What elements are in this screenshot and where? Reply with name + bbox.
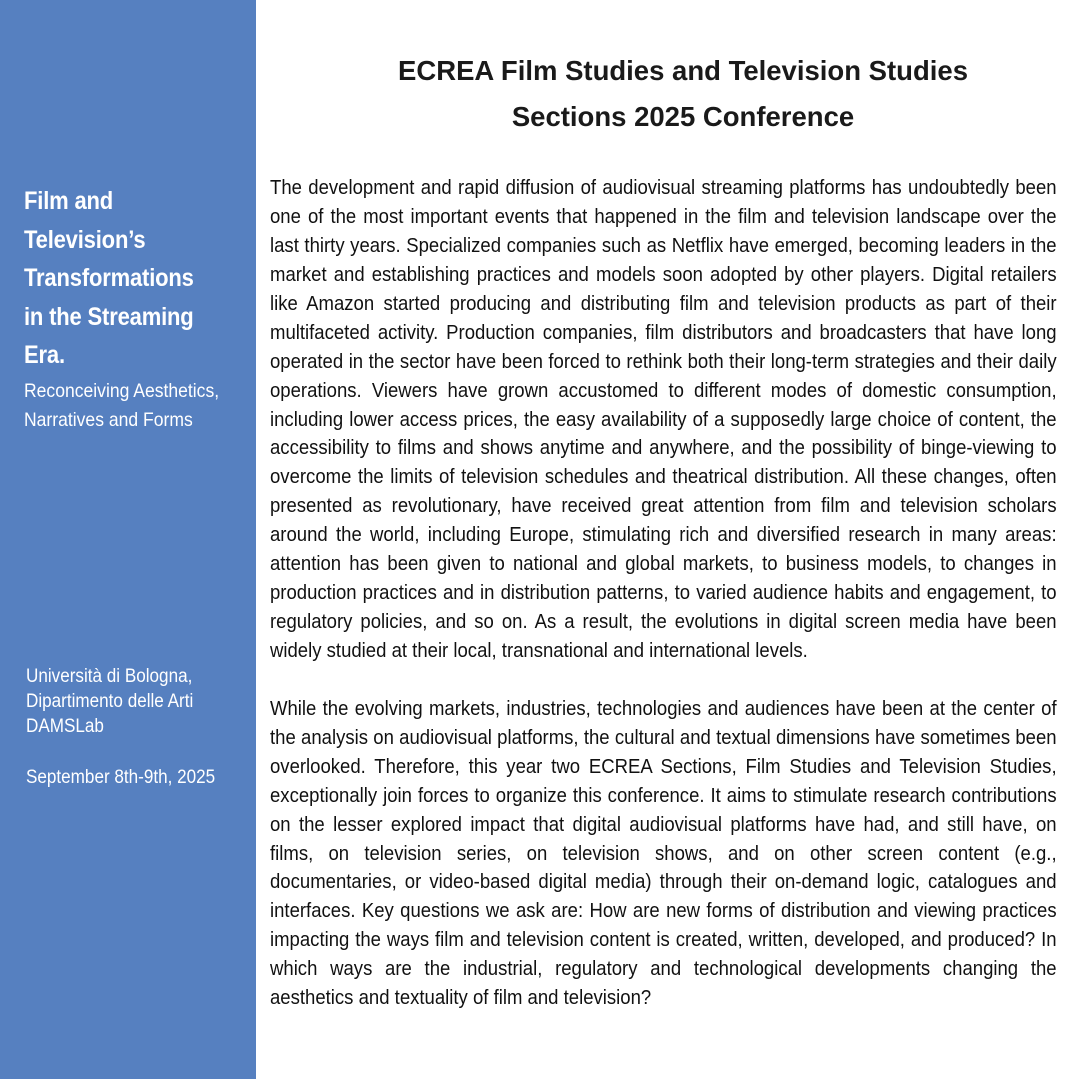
page-heading-line: Sections 2025 Conference xyxy=(511,101,855,132)
conference-title-line: Television’s xyxy=(24,225,146,254)
page-heading-line: ECREA Film Studies and Television Studies xyxy=(398,55,968,86)
venue-line: DAMSLab xyxy=(26,716,104,737)
conference-title xyxy=(24,182,221,375)
conference-subtitle-line: Reconceiving Aesthetics, xyxy=(24,380,220,402)
conference-subtitle-line: Narratives and Forms xyxy=(24,409,193,431)
venue-line: Dipartimento delle Arti xyxy=(26,691,194,712)
conference-title-line: Era. xyxy=(24,341,65,369)
conference-title-line: in the Streaming xyxy=(24,302,194,331)
page-heading xyxy=(290,48,1076,140)
conference-subtitle xyxy=(24,377,233,435)
conference-dates: September 8th-9th, 2025 xyxy=(26,767,216,788)
sidebar-panel xyxy=(0,0,256,1079)
venue-block xyxy=(26,664,193,739)
body-text xyxy=(270,174,1057,1013)
conference-title-line: Film and xyxy=(24,187,114,215)
body-paragraph: While the evolving markets, industries, technologies and audiences have been at the center of the analysis on audiovisual platforms, the cultural and textual dimensions have sometimes been overlooked. Therefore, this year two ECREA Sections, Film Studies and Television Studies, exceptionally join forces to organize this conference. It aims to stimulate research contributions on the lesser explored impact that digital audiovisual platforms have had, and still have, on films, on television series, on television shows, and on other screen content (e.g., documentaries, or video-based digital media) through their on-demand logic, catalogues and interfaces. Key questions we ask are: How are new forms of distribution and viewing practices impacting the ways film and television content is created, written, developed, and produced? In which ways are the industrial, regulatory and technological developments changing the aesthetics and textuality of film and television? xyxy=(270,696,1057,1010)
conference-title-line: Transformations xyxy=(24,264,194,292)
venue-line: Università di Bologna, xyxy=(26,666,193,687)
body-paragraph: The development and rapid diffusion of audiovisual streaming platforms has undoubtedly been one of the most important events that happened in the film and television landscape over the last thirty years. Specialized companies such as Netflix have emerged, becoming leaders in the market and establishing practices and models soon adopted by other players. Digital retailers like Amazon started producing and distributing film and television products as part of their multifaceted activity. Production companies, film distributors and broadcasters that have long operated in the sector have been forced to rethink both their long-term strategies and their daily operations. Viewers have grown accustomed to different modes of domestic consumption, including lower access prices, the easy availability of a supposedly large choice of content, the accessibility to films and shows anytime and anywhere, and the possibility of binge-viewing to overcome the limits of television schedules and theatrical distribution. All these changes, often presented as revolutionary, have received great attention from film and television scholars around the world, including Europe, stimulating rich and diversified research in many areas: attention has been given to national and global markets, to business models, to changes in production practices and in distribution patterns, to varied audience habits and engagement, to regulatory policies, and so on. As a result, the evolutions in digital screen media have been widely studied at their local, transnational and international levels. xyxy=(270,176,1057,662)
